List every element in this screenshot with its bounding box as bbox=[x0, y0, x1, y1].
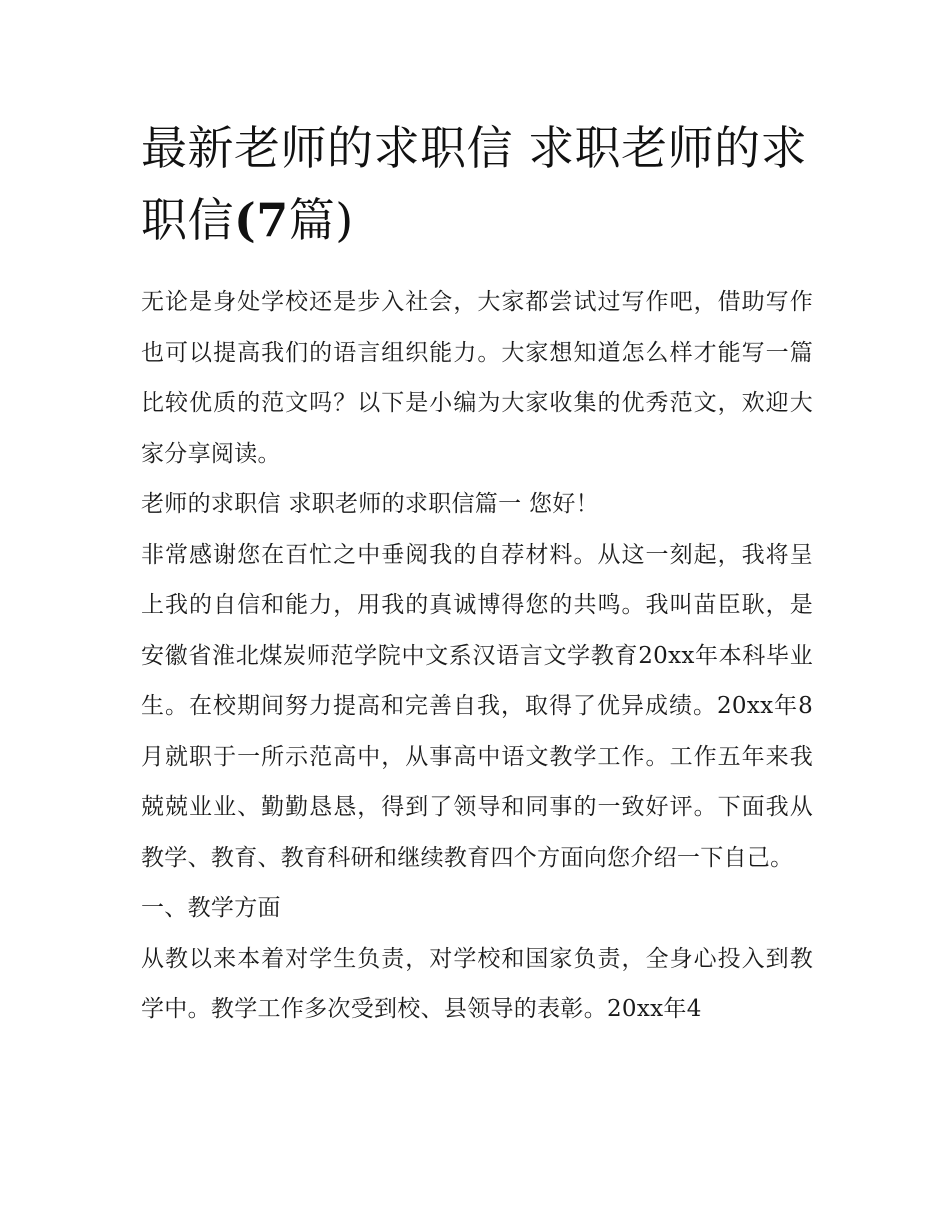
letter-heading: 老师的求职信 求职老师的求职信篇一 您好！ bbox=[141, 491, 599, 517]
title-suffix: 篇) bbox=[288, 193, 354, 247]
title-count: (7 bbox=[234, 193, 289, 247]
document-title bbox=[141, 112, 813, 256]
intro-paragraph: 无论是身处学校还是步入社会，大家都尝试过写作吧，借助写作也可以提高我们的语言组织能力。大家想知道怎么样才能写一篇比较优质的范文吗？以下是小编为大家收集的优秀范文，欢迎大家分享阅读。 bbox=[141, 289, 813, 467]
title-text: 最新老师的求职信 求职老师的求职信 bbox=[141, 121, 808, 247]
section-heading-teaching: 一、教学方面 bbox=[141, 895, 281, 921]
document-page bbox=[141, 112, 813, 1035]
self-introduction-paragraph: 非常感谢您在百忙之中垂阅我的自荐材料。从这一刻起，我将呈上我的自信和能力，用我的真诚博得您的共鸣。我叫苗臣耿，是安徽省淮北煤炭师范学院中文系汉语言文学教育20xx年本科毕业生。在校期间努力提高和完善自我，取得了优异成绩。20xx年8月就职于一所示范高中，从事高中语文教学工作。工作五年来我兢兢业业、勤勤恳恳，得到了领导和同事的一致好评。下面我从教学、教育、教育科研和继续教育四个方面向您介绍一下自己。 bbox=[141, 541, 813, 871]
document-body bbox=[141, 277, 813, 1035]
teaching-paragraph: 从教以来本着对学生负责，对学校和国家负责，全身心投入到教学中。教学工作多次受到校、县领导的表彰。20xx年4 bbox=[141, 945, 813, 1022]
